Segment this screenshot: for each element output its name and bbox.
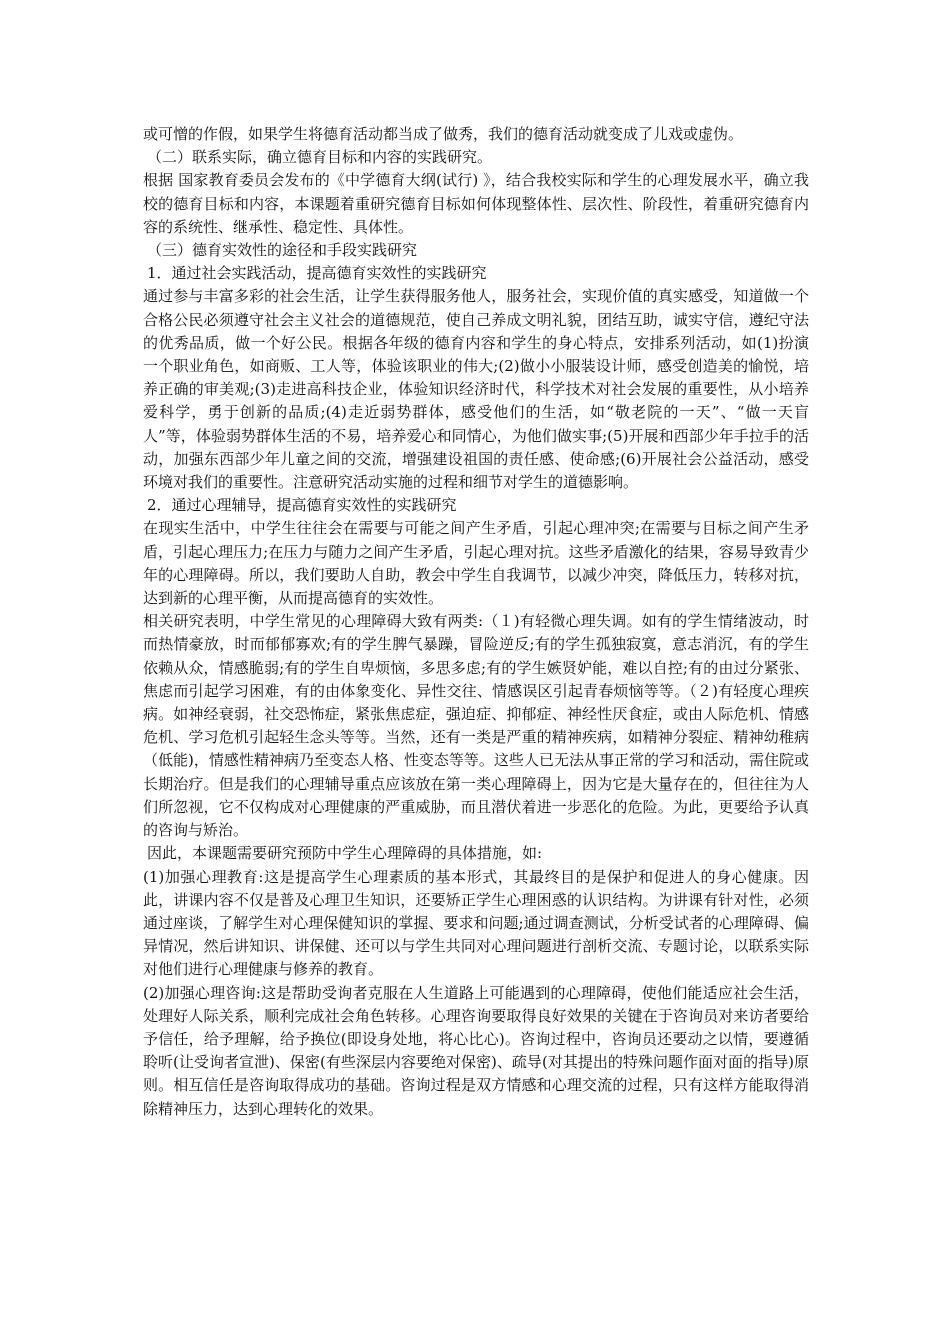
heading-subsection-2: 2．通过心理辅导，提高德育实效性的实践研究	[147, 496, 457, 515]
paragraph-psych-counseling: (2)加强心理咨询:这是帮助受询者克服在人生道路上可能遇到的心理障碍，使他们能适应社会生活，处理好人际关系，顺利完成社会角色转移。心理咨询要取得良好效果的关键在于咨询员对来访者要给予信任，给予理解，给予换位(即设身处地，将心比心)。咨询过程中，咨询员还要动之以情，要遵循聆听(让受询者宣泄)、保密(有些深层内容要绝对保密)、疏导(对其提出的特殊问题作面对面的指导)原则。相互信任是咨询取得成功的基础。咨询过程是双方情感和心理交流的过程，只有这样方能取得消除精神压力，达到心理转化的效果。	[143, 983, 809, 1118]
paragraph-measures-intro: 因此，本课题需要研究预防中学生心理障碍的具体措施，如:	[147, 844, 543, 863]
paragraph-intro-continuation: 或可憎的作假，如果学生将德育活动都当成了做秀，我们的德育活动就变成了儿戏或虚伪。	[143, 125, 744, 143]
paragraph-psych-education: (1)加强心理教育:这是提高学生心理素质的基本形式，其最终目的是保护和促进人的身心健康。因此，讲课内容不仅是普及心理卫生知识，还要矫正学生心理困惑的认识结构。为讲课有针对性，必须通过座谈，了解学生对心理保健知识的掌握、要求和问题;通过调查测试，分析受试者的心理障碍、偏异情况，然后讲知识、讲保健、还可以与学生共同对心理问题进行剖析交流、专题讨论，以联系实际对他们进行心理健康与修养的教育。	[143, 867, 809, 979]
paragraph-psych-disorders: 相关研究表明，中学生常见的心理障碍大致有两类:（１)有轻微心理失调。如有的学生情绪波动，时而热情豪放，时而郁郁寡欢;有的学生脾气暴躁，冒险逆反;有的学生孤独寂寞，意志消沉，有的学生依赖从众，情感脆弱;有的学生自卑烦恼，多思多虑;有的学生嫉贤妒能，难以自控;有的由过分紧张、焦虑而引起学习困难，有的由体象变化、异性交往、情感误区引起青春烦恼等等。（２)有轻度心理疾病。如神经衰弱，社交恐怖症，紧张焦虑症，强迫症、抑郁症、神经性厌食症，或由人际危机、情感危机、学习危机引起轻生念头等等。当然，还有一类是严重的精神疾病，如精神分裂症、精神幼稚病（低能)，情感性精神病乃至变态人格、性变态等等。这些人已无法从事正常的学习和活动，需住院或长期治疗。但是我们的心理辅导重点应该放在第一类心理障碍上，因为它是大量存在的，但往往为人们所忽视，它不仅构成对心理健康的严重威胁，而且潜伏着进一步恶化的危险。为此，更要给予认真的咨询与矫治。	[143, 612, 809, 840]
heading-section-2: （二）联系实际，确立德育目标和内容的实践研究。	[147, 148, 493, 167]
heading-subsection-1: 1．通过社会实践活动，提高德育实效性的实践研究	[147, 264, 487, 283]
paragraph-moral-goals: 根据 国家教育委员会发布的《中学德育大纲(试行) 》，结合我校实际和学生的心理发展水平，确立我校的德育目标和内容，本课题着重研究德育目标如何体现整体性、层次性、阶段性，着重研究德育内容的系统性、继承性、稳定性、具体性。	[143, 171, 809, 236]
paragraph-social-practice: 通过参与丰富多彩的社会生活，让学生获得服务他人，服务社会，实现价值的真实感受，知道做一个合格公民必须遵守社会主义社会的道德规范，使自己养成文明礼貌，团结互助，诚实守信，遵纪守法的优秀品质，做一个好公民。根据各年级的德育内容和学生的身心特点，安排系列活动，如(1)扮演一个职业角色，如商贩、工人等，体验该职业的伟大;(2)做小小服装设计师，感受创造美的愉悦，培养正确的审美观;(3)走进高科技企业，体验知识经济时代，科学技术对社会发展的重要性，从小培养爱科学，勇于创新的品质;(4)走近弱势群体，感受他们的生活，如“敬老院的一天”、“做一天盲人”等，体验弱势群体生活的不易，培养爱心和同情心，为他们做实事;(5)开展和西部少年手拉手的活动，加强东西部少年儿童之间的交流，增强建设祖国的责任感、使命感;(6)开展社会公益活动，感受环境对我们的重要性。注意研究活动实施的过程和细节对学生的道德影响。	[143, 287, 809, 492]
document-body	[143, 123, 809, 1121]
heading-section-3: （三）德育实效性的途径和手段实践研究	[147, 241, 418, 260]
paragraph-psych-conflict: 在现实生活中，中学生往往会在需要与可能之间产生矛盾，引起心理冲突;在需要与目标之间产生矛盾，引起心理压力;在压力与随力之间产生矛盾，引起心理对抗。这些矛盾激化的结果，容易导致青少年的心理障碍。所以，我们要助人自助，教会中学生自我调节，以减少冲突，降低压力，转移对抗，达到新的心理平衡，从而提高德育的实效性。	[143, 519, 809, 608]
